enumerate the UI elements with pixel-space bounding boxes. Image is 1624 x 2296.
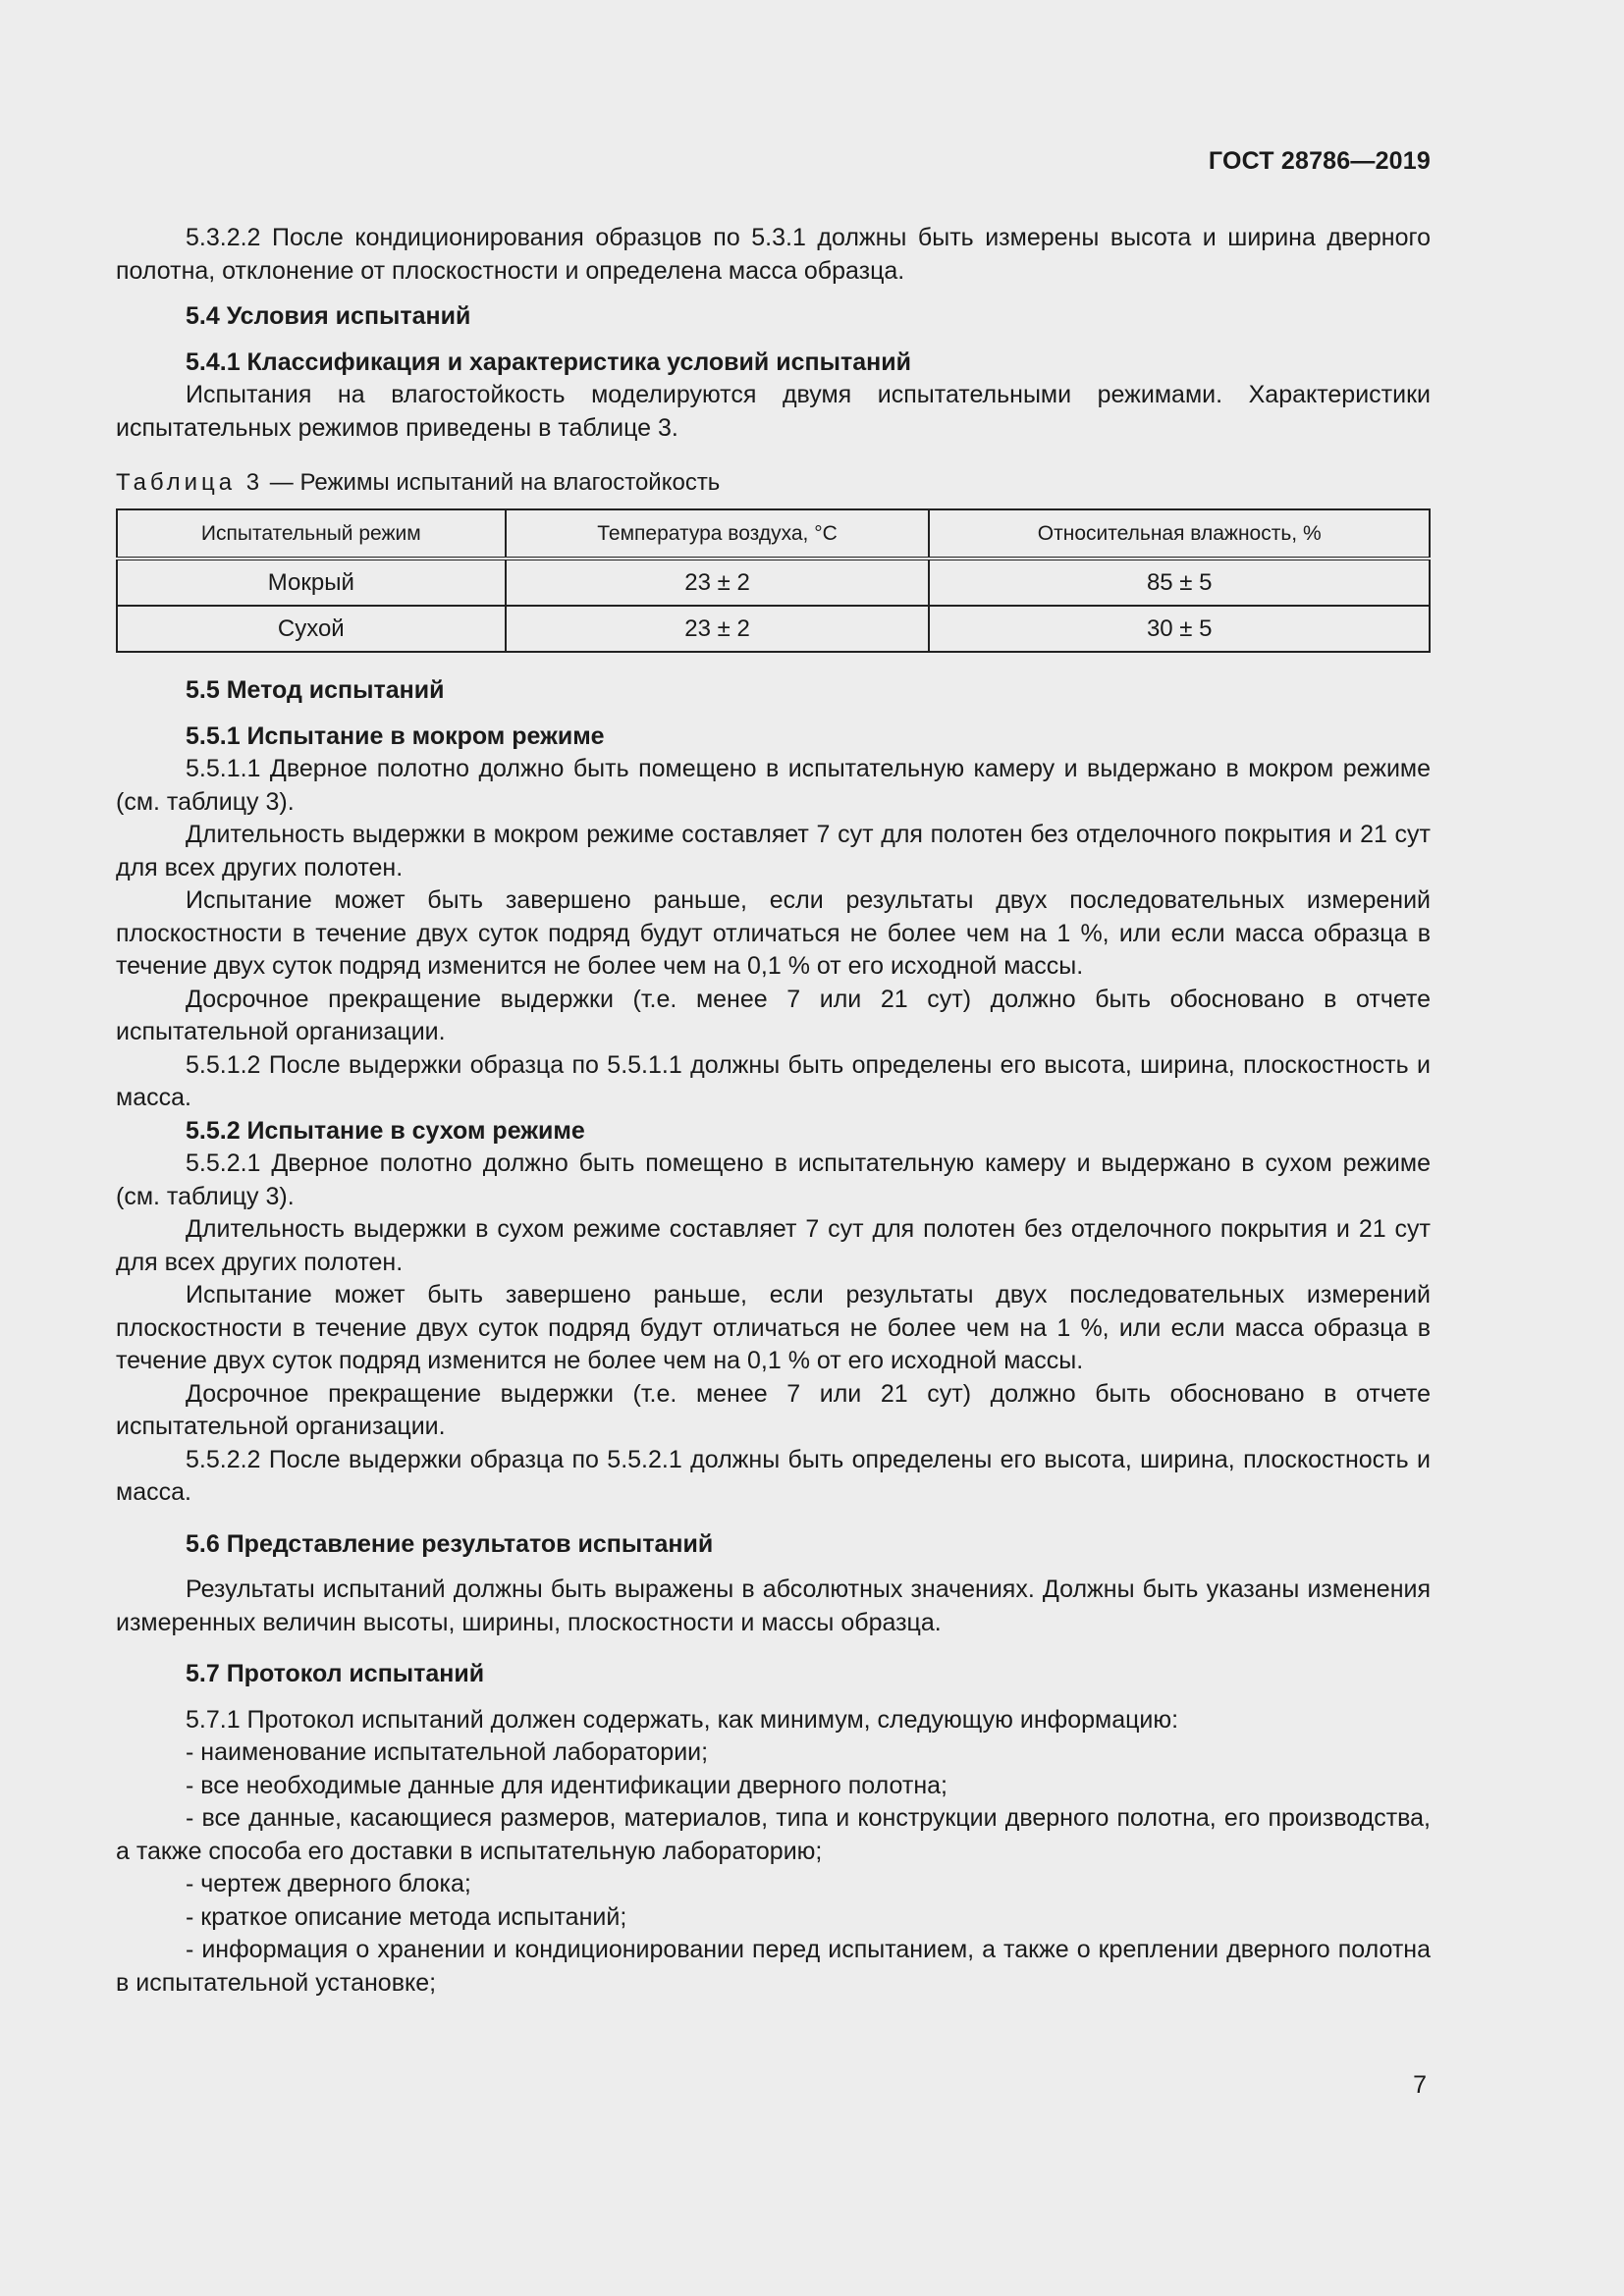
table-header-cell: Относительная влажность, % xyxy=(929,509,1430,559)
subsection-heading-5-4-1: 5.4.1 Классификация и характеристика условий испытаний xyxy=(186,347,911,376)
section-heading-5-5: 5.5 Метод испытаний xyxy=(186,676,445,704)
list-item: - наименование испытательной лаборатории; xyxy=(186,1738,709,1766)
paragraph-dry-early-finish: Испытание может быть завершено раньше, если результаты двух последовательных измерений плоскостности в течение двух суток подряд будут отличаться не более чем на 1 %, или если масса образца в течение двух суток подряд изменится не более чем на 0,1 % от его исходной массы. xyxy=(116,1281,1431,1374)
table-row xyxy=(117,559,1430,606)
paragraph-5-3-2-2: 5.3.2.2 После кондиционирования образцов по 5.3.1 должны быть измерены высота и ширина дверного полотна, отклонение от плоскостности и определена масса образца. xyxy=(116,224,1431,285)
subsection-heading-5-5-1: 5.5.1 Испытание в мокром режиме xyxy=(186,721,605,750)
table-caption-text: — Режимы испытаний на влагостойкость xyxy=(263,469,721,496)
paragraph-wet-early-finish: Испытание может быть завершено раньше, если результаты двух последовательных измерений плоскостности в течение двух суток подряд будут отличаться не более чем на 1 %, или если масса образца в течение двух суток подряд изменится не более чем на 0,1 % от его исходной массы. xyxy=(116,886,1431,980)
paragraph-dry-duration: Длительность выдержки в сухом режиме составляет 7 сут для полотен без отделочного покрытия и 21 сут для всех других полотен. xyxy=(116,1215,1431,1276)
table-cell: 23 ± 2 xyxy=(506,559,930,606)
page-content xyxy=(116,222,1431,2000)
table-row xyxy=(117,606,1430,652)
table-header-row xyxy=(117,509,1430,559)
table-cell: Мокрый xyxy=(117,559,506,606)
table-cell: 30 ± 5 xyxy=(929,606,1430,652)
table-header-cell: Температура воздуха, °С xyxy=(506,509,930,559)
section-heading-5-6: 5.6 Представление результатов испытаний xyxy=(186,1529,714,1558)
list-item: - информация о хранении и кондиционировании перед испытанием, а также о креплении дверного полотна в испытательной установке; xyxy=(116,1936,1431,1997)
table-cell: 23 ± 2 xyxy=(506,606,930,652)
paragraph-5-6: Результаты испытаний должны быть выражены в абсолютных значениях. Должны быть указаны изменения измеренных величин высоты, ширины, плоскостности и массы образца. xyxy=(116,1575,1431,1636)
section-heading-5-4: 5.4 Условия испытаний xyxy=(186,302,471,330)
table-cell: 85 ± 5 xyxy=(929,559,1430,606)
table-header-cell: Испытательный режим xyxy=(117,509,506,559)
table-caption-label: Таблица 3 xyxy=(116,469,264,496)
page-number: 7 xyxy=(1413,2071,1427,2099)
paragraph-5-7-1: 5.7.1 Протокол испытаний должен содержать, как минимум, следующую информацию: xyxy=(186,1705,1179,1734)
paragraph-5-5-1-1: 5.5.1.1 Дверное полотно должно быть помещено в испытательную камеру и выдержано в мокром режиме (см. таблицу 3). xyxy=(116,755,1431,816)
paragraph-wet-duration: Длительность выдержки в мокром режиме составляет 7 сут для полотен без отделочного покрытия и 21 сут для всех других полотен. xyxy=(116,821,1431,881)
section-heading-5-7: 5.7 Протокол испытаний xyxy=(186,1660,485,1687)
paragraph-dry-justification: Досрочное прекращение выдержки (т.е. менее 7 или 21 сут) должно быть обосновано в отчете испытательной организации. xyxy=(116,1379,1431,1440)
test-modes-table xyxy=(116,508,1431,653)
list-item: - краткое описание метода испытаний; xyxy=(186,1902,627,1931)
paragraph-5-5-2-2: 5.5.2.2 После выдержки образца по 5.5.2.1 должны быть определены его высота, ширина, плоскостность и масса. xyxy=(116,1445,1431,1506)
table-cell: Сухой xyxy=(117,606,506,652)
paragraph-5-5-1-2: 5.5.1.2 После выдержки образца по 5.5.1.1 должны быть определены его высота, ширина, плоскостность и масса. xyxy=(116,1050,1431,1111)
paragraph-wet-justification: Досрочное прекращение выдержки (т.е. менее 7 или 21 сут) должно быть обосновано в отчете испытательной организации. xyxy=(116,985,1431,1045)
list-item: - все данные, касающиеся размеров, материалов, типа и конструкции дверного полотна, его производства, а также способа его доставки в испытательную лабораторию; xyxy=(116,1804,1431,1865)
table-caption xyxy=(116,466,1431,499)
standard-code: ГОСТ 28786—2019 xyxy=(1208,147,1431,175)
paragraph-5-4-1: Испытания на влагостойкость моделируются двумя испытательными режимами. Характеристики испытательных режимов приведены в таблице 3. xyxy=(116,381,1431,442)
list-item: - все необходимые данные для идентификации дверного полотна; xyxy=(186,1771,947,1799)
paragraph-5-5-2-1: 5.5.2.1 Дверное полотно должно быть помещено в испытательную камеру и выдержано в сухом режиме (см. таблицу 3). xyxy=(116,1149,1431,1210)
subsection-heading-5-5-2: 5.5.2 Испытание в сухом режиме xyxy=(186,1116,585,1145)
list-item: - чертеж дверного блока; xyxy=(186,1870,471,1897)
